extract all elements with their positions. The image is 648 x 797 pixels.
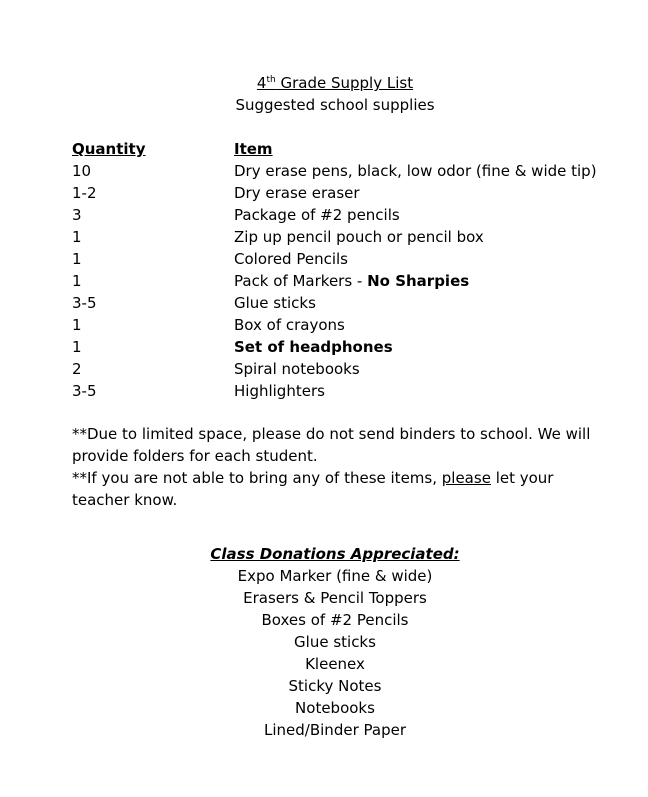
donations-title: Class Donations Appreciated: (210, 545, 460, 563)
quantity-cell: 1 (72, 250, 82, 268)
donation-item: Boxes of #2 Pencils (261, 611, 409, 629)
supply-table (72, 139, 632, 403)
item-cell: Glue sticks (234, 294, 316, 312)
item-cell: Box of crayons (234, 316, 345, 334)
page-title (0, 73, 648, 93)
donation-item: Sticky Notes (288, 677, 382, 695)
quantity-column-header: Quantity (72, 140, 146, 158)
item-cell: Spiral notebooks (234, 360, 360, 378)
table-row (72, 249, 632, 271)
page-subtitle: Suggested school supplies (235, 96, 435, 114)
quantity-cell: 10 (72, 162, 92, 180)
teacher-note-text: **If you are not able to bring any of these items, (72, 469, 442, 487)
donation-item: Notebooks (295, 699, 375, 717)
quantity-cell: 1-2 (72, 184, 97, 202)
item-cell: Set of headphones (234, 338, 393, 356)
table-row (72, 337, 632, 359)
table-row (72, 183, 632, 205)
item-cell: Dry erase eraser (234, 184, 360, 202)
table-row (72, 381, 632, 403)
teacher-note-emphasis: please (441, 469, 491, 487)
item-column-header: Item (234, 140, 273, 158)
quantity-cell: 2 (72, 360, 82, 378)
item-cell: Colored Pencils (234, 250, 348, 268)
title-grade-number: 4 (256, 74, 267, 92)
quantity-cell: 3-5 (72, 382, 97, 400)
item-emphasis-text: No Sharpies (367, 272, 470, 290)
donation-item: Glue sticks (294, 633, 376, 651)
table-row (72, 227, 632, 249)
item-cell: Highlighters (234, 382, 325, 400)
item-cell: Zip up pencil pouch or pencil box (234, 228, 484, 246)
teacher-note (72, 467, 592, 511)
table-row (72, 315, 632, 337)
notes-section (72, 423, 592, 511)
quantity-cell: 1 (72, 228, 82, 246)
quantity-cell: 1 (72, 338, 82, 356)
quantity-cell: 1 (72, 316, 82, 334)
quantity-cell: 3-5 (72, 294, 97, 312)
teacher-note-end: let your teacher know. (72, 469, 554, 509)
table-row (72, 161, 632, 183)
binder-note: **Due to limited space, please do not send binders to school. We will provide folders for each student. (72, 425, 591, 465)
quantity-cell: 3 (72, 206, 82, 224)
donations-section (0, 543, 648, 741)
donation-item: Expo Marker (fine & wide) (237, 567, 433, 585)
item-text: Pack of Markers - (234, 272, 368, 290)
table-row (72, 205, 632, 227)
quantity-cell: 1 (72, 272, 82, 290)
donation-item: Kleenex (305, 655, 365, 673)
item-cell: Package of #2 pencils (234, 206, 400, 224)
table-row (72, 293, 632, 315)
donation-item: Lined/Binder Paper (264, 721, 406, 739)
table-row (72, 359, 632, 381)
item-cell: Dry erase pens, black, low odor (fine & wide tip) (234, 162, 597, 180)
donation-item: Erasers & Pencil Toppers (243, 589, 427, 607)
title-text: Grade Supply List (275, 74, 414, 92)
table-header-row (72, 139, 632, 161)
table-row (72, 271, 632, 293)
title-ordinal-suffix: th (266, 75, 276, 85)
item-cell (234, 271, 632, 293)
